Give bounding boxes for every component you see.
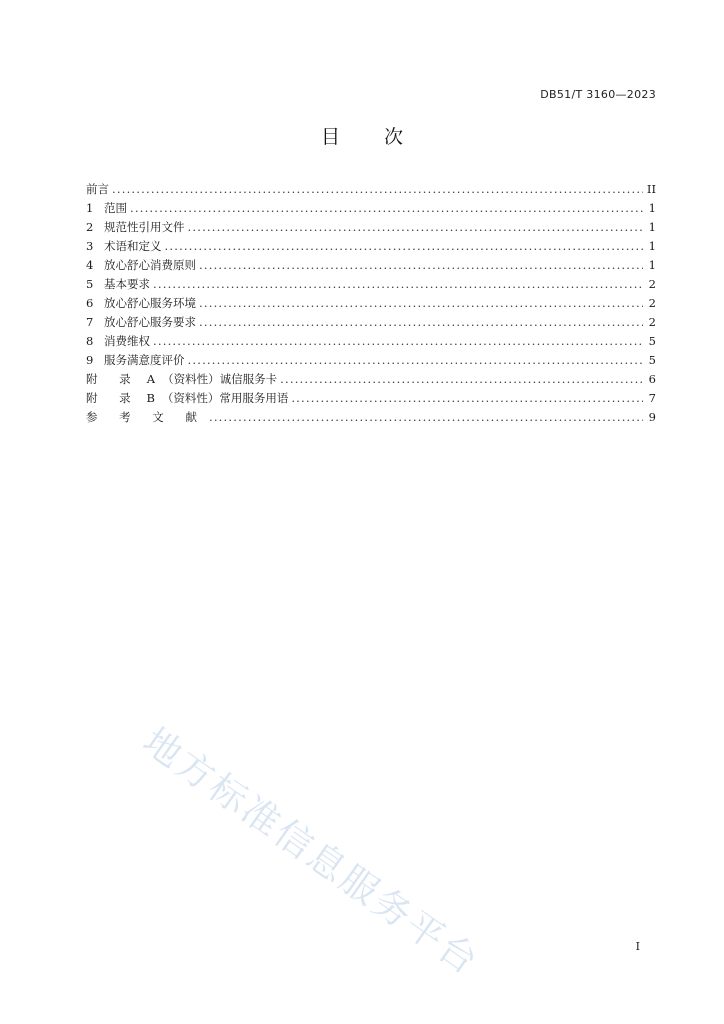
toc-label: 放心舒心消费原则 [104,258,196,272]
toc-number: 3 [86,239,94,253]
toc-page-number: 5 [648,353,656,367]
toc-number: 6 [86,296,94,310]
toc-entry-references[interactable] [86,408,656,427]
annex-type: （资料性） [161,391,220,405]
title-char-2: 次 [384,126,404,148]
toc-leader-dots [199,313,643,332]
annex-title: 常用服务用语 [219,391,289,405]
annex-prefix: 附 录 [86,391,140,405]
toc-entry-8[interactable] [86,332,656,351]
annex-type: （资料性） [162,372,220,386]
title-char-1: 目 [320,126,340,148]
toc-leader-dots [153,275,643,294]
toc-page-number: II [646,182,656,196]
toc-leader-dots [199,294,643,313]
toc-page-number: 1 [648,239,656,253]
toc-page-number: 2 [648,277,656,291]
watermark: 地方标准信息服务平台 [135,719,488,985]
toc-label: 放心舒心服务要求 [104,315,196,329]
toc-label: 放心舒心服务环境 [104,296,196,310]
toc-page-number: 9 [648,410,656,424]
toc-entry-7[interactable] [86,313,656,332]
page-title [0,122,724,149]
toc-leader-dots [291,389,643,408]
toc-label: 前言 [86,182,109,196]
document-code: DB51/T 3160—2023 [540,88,656,101]
toc-number: 5 [86,277,94,291]
annex-letter: B [146,391,155,405]
toc-entry-6[interactable] [86,294,656,313]
toc-entry-2[interactable] [86,218,656,237]
toc-leader-dots [209,408,643,427]
toc-page-number: 2 [648,296,656,310]
toc-entry-annex-b[interactable] [86,389,656,408]
toc-label: 术语和定义 [104,239,162,253]
toc-page-number: 1 [648,201,656,215]
toc-label: 规范性引用文件 [104,220,185,234]
toc-page-number: 6 [648,372,656,386]
toc-leader-dots [112,180,643,199]
toc-leader-dots [188,218,644,237]
toc-leader-dots [188,351,644,370]
toc-leader-dots [153,332,643,351]
toc-entry-1[interactable] [86,199,656,218]
toc-page-number: 2 [648,315,656,329]
toc-number: 1 [86,201,94,215]
toc-leader-dots [165,237,644,256]
toc-number: 8 [86,334,94,348]
toc-page-number: 1 [648,258,656,272]
page-number: I [635,940,640,953]
toc-entry-4[interactable] [86,256,656,275]
toc-number: 7 [86,315,94,329]
toc-number: 2 [86,220,94,234]
toc-label: 范围 [104,201,127,215]
toc-leader-dots [199,256,643,275]
toc-label: 消费维权 [104,334,150,348]
toc-leader-dots [280,370,643,389]
toc-label: 服务满意度评价 [104,353,185,367]
toc-label: 基本要求 [104,277,150,291]
annex-letter: A [146,372,156,386]
toc-number: 9 [86,353,94,367]
toc-leader-dots [130,199,643,218]
toc-entry-annex-a[interactable] [86,370,656,389]
toc-label: 参 考 文 献 [86,410,206,424]
annex-title: 诚信服务卡 [219,372,278,386]
toc-page-number: 5 [648,334,656,348]
toc-page-number: 1 [648,220,656,234]
toc-entry-3[interactable] [86,237,656,256]
toc-entry-9[interactable] [86,351,656,370]
toc-entry-foreword[interactable] [86,180,656,199]
annex-prefix: 附 录 [86,372,140,386]
toc-page-number: 7 [648,391,656,405]
toc-number: 4 [86,258,94,272]
toc-entry-5[interactable] [86,275,656,294]
table-of-contents [86,180,656,427]
